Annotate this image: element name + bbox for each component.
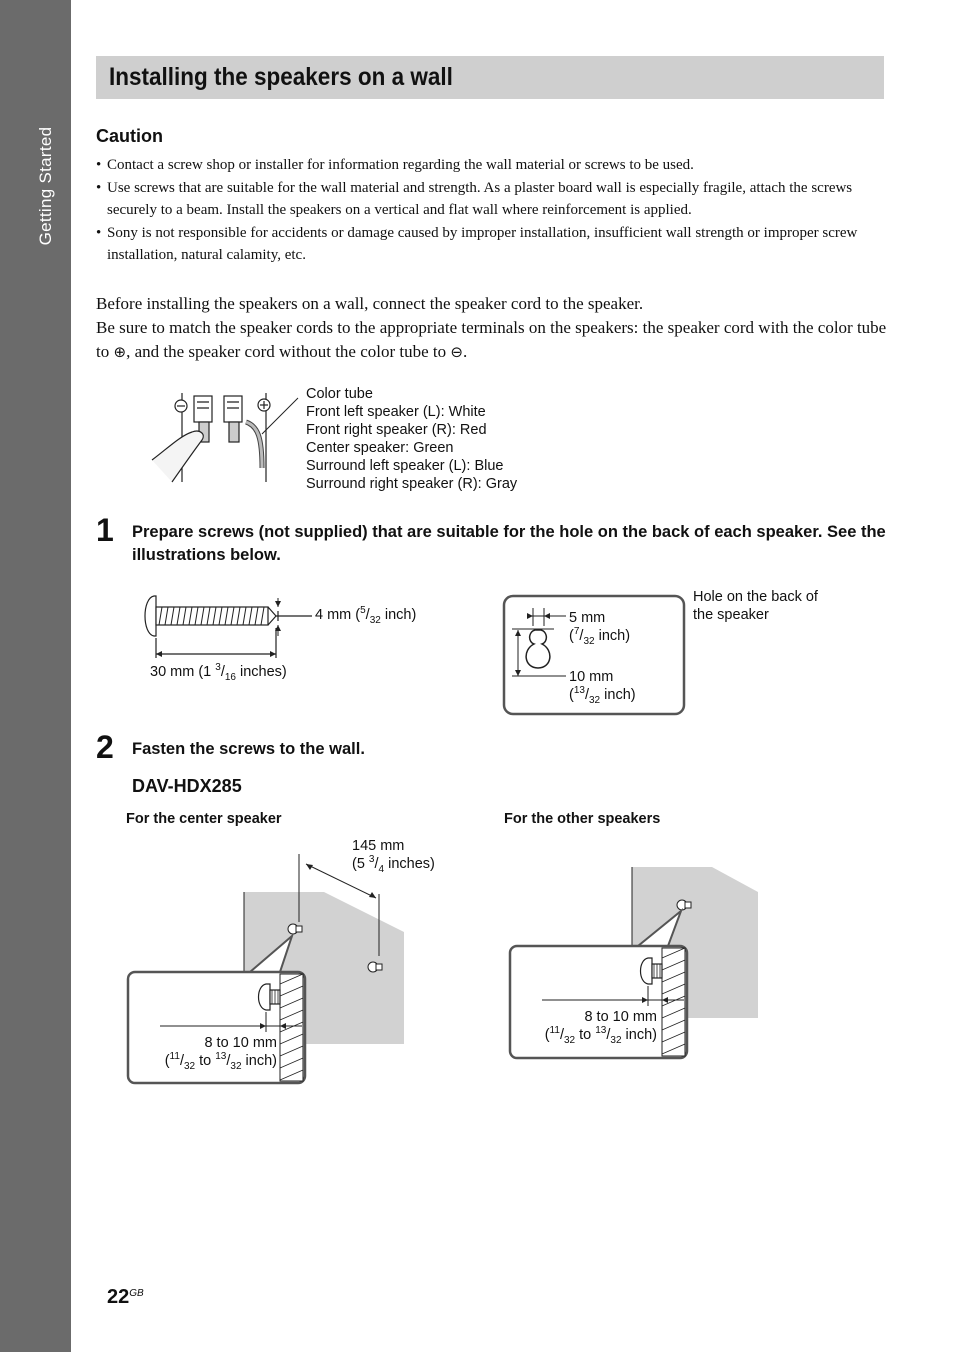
screw-diameter-label: 4 mm ($^5/_{32}$ inch): [315, 605, 417, 626]
page-number: $22^{GB}$: [107, 1286, 144, 1308]
legend-line: Front left speaker (L): White: [306, 404, 486, 420]
legend-line: Color tube: [306, 386, 373, 402]
other-protrusion-label: 8 to 10 mm ($^{11}/_{32}$ to $^{13}/_{32}$ inch): [544, 1009, 657, 1046]
caution-item: • Use screws that are suitable for the wall material and strength. As a plaster board wall is especially fragile, attach the screws securely to a beam. Install the speakers on a vertical and flat wall where reinforcement is applied.: [96, 177, 888, 222]
caution-item: • Sony is not responsible for accidents or damage caused by improper installation, insufficient wall strength or improper screw installation, natural calamity, etc.: [96, 222, 888, 267]
legend-line: Surround left speaker (L): Blue: [306, 458, 504, 474]
other-speakers-heading: For the other speakers: [504, 811, 661, 827]
title-bar: [96, 56, 884, 99]
color-tube-legend: [306, 385, 517, 493]
center-spacing-label: 145 mm (5 $^3/_4$ inches): [352, 838, 435, 875]
screw-illustration: [140, 592, 320, 662]
side-tab-label: Getting Started: [36, 126, 55, 246]
intro-line-2: Be sure to match the speaker cords to the appropriate terminals on the speakers: the speaker cord with the color tube to ⊕, and the speaker cord without the color tube to ⊖.: [96, 318, 887, 361]
legend-line: Front right speaker (R): Red: [306, 422, 487, 438]
page-title: Installing the speakers on a wall: [109, 63, 453, 91]
speaker-terminal-illustration: [150, 388, 300, 488]
intro-paragraph: [96, 292, 888, 364]
legend-line: Surround right speaker (R): Gray: [306, 476, 518, 492]
side-strip: [0, 0, 71, 1352]
model-heading: DAV-HDX285: [132, 776, 242, 796]
caution-list: [96, 154, 888, 267]
intro-line-1: Before installing the speakers on a wall, connect the speaker cord to the speaker.: [96, 294, 644, 313]
step-2-number: 2: [96, 729, 114, 765]
caution-item: • Contact a screw shop or installer for information regarding the wall material or screws to be used.: [96, 154, 888, 177]
hole-caption: Hole on the back of the speaker: [693, 589, 818, 623]
page-region-suffix: GB: [129, 1288, 144, 1299]
hole-width-label: 5 mm ($^7/_{32}$ inch): [569, 610, 631, 647]
screw-length-label: 30 mm (1 $^3/_{16}$ inches): [150, 662, 287, 683]
step-2-text: Fasten the screws to the wall.: [132, 740, 365, 758]
step-1-number: 1: [96, 512, 114, 548]
center-speaker-heading: For the center speaker: [126, 811, 282, 827]
hole-height-label: 10 mm ($^{13}/_{32}$ inch): [569, 669, 636, 706]
step-1-text: Prepare screws (not supplied) that are suitable for the hole on the back of each speaker. See the illustrations below.: [132, 523, 886, 564]
legend-line: Center speaker: Green: [306, 440, 454, 456]
caution-heading: Caution: [96, 126, 163, 146]
minus-terminal-icon: ⊖: [450, 343, 463, 361]
plus-terminal-icon: ⊕: [113, 343, 127, 361]
center-protrusion-label: 8 to 10 mm ($^{11}/_{32}$ to $^{13}/_{32}$ inch): [164, 1035, 277, 1072]
